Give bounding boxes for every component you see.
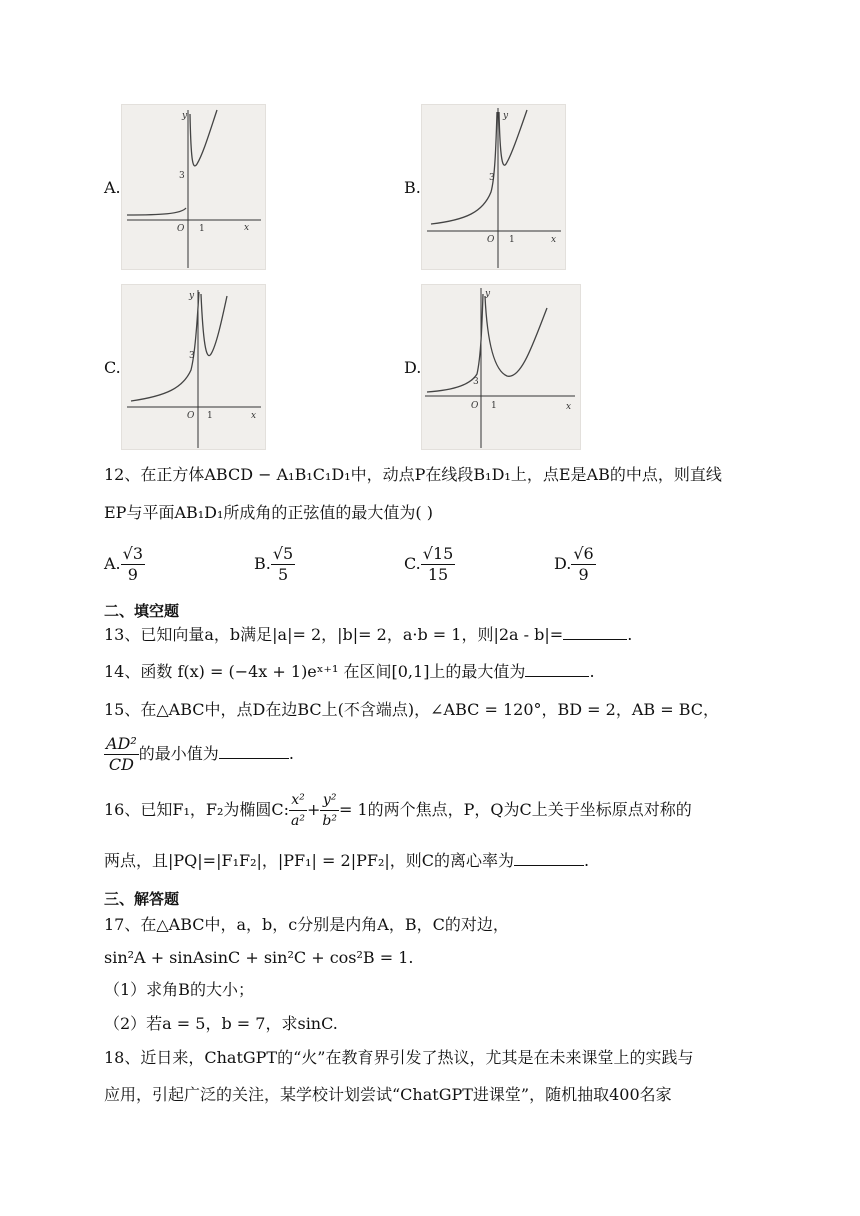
- option-a-graph: [121, 104, 266, 270]
- option-c-label: C.: [104, 358, 121, 377]
- q18-line1: 18、近日来，ChatGPT的“火”在教育界引发了热议，尤其是在未来课堂上的实践与: [104, 1048, 694, 1067]
- q17-line1: 17、在△ABC中，a，b，c分别是内角A，B，C的对边，: [104, 915, 509, 934]
- option-b-one: 1: [509, 235, 515, 245]
- q12-option-a: A. $\frac{√3}{9}$: [104, 544, 144, 584]
- q13-answer-blank[interactable]: [563, 623, 627, 640]
- option-d-label: D.: [404, 358, 422, 377]
- option-d-origin: O: [471, 401, 479, 411]
- option-a-label: A.: [104, 178, 121, 197]
- option-a-one: 1: [199, 224, 205, 234]
- q17-line2: sin²A + sinAsinC + sin²C + cos²B = 1.: [104, 948, 414, 967]
- option-b-three: 3: [489, 173, 495, 183]
- q16-line1: 16、已知F₁，F₂为椭圆C: $\frac{\text{x²}}{\text{a²}}$ + $\frac{\text{y²}}{\text{b²}}$ = 1的两个焦点，P，Q为C上关于坐标原点对称的: [104, 792, 692, 829]
- option-b-y-label: y: [503, 111, 509, 121]
- option-b-x-label: x: [551, 235, 557, 245]
- option-b-label: B.: [404, 178, 421, 197]
- q16-line2: 两点，且|PQ|=|F₁F₂|，|PF₁| = 2|PF₂|，则C的离心率为 .: [104, 851, 590, 870]
- option-d-x-label: x: [566, 402, 572, 412]
- option-d-graph: [421, 284, 581, 450]
- q17-part1: （1）求角B的大小；: [104, 980, 254, 999]
- q15-line2: $\frac{\text{AD²}}{CD}$ 的最小值为 .: [106, 734, 294, 774]
- q16-answer-blank[interactable]: [514, 849, 584, 866]
- option-c-y-label: y: [189, 291, 195, 301]
- q12-option-c: C. $\frac{√15}{15}$: [404, 544, 454, 584]
- option-d-three: 3: [473, 377, 479, 387]
- option-a-three: 3: [179, 171, 185, 181]
- q13: 13、已知向量a，b满足|a|= 2，|b|= 2，a·b = 1，则|2a - b|= .: [104, 625, 633, 644]
- option-a-x-label: x: [244, 223, 250, 233]
- q18-line2: 应用，引起广泛的关注，某学校计划尝试“ChatGPT进课堂”，随机抽取400名家: [104, 1085, 672, 1104]
- section-solutions-heading: 三、解答题: [104, 890, 180, 908]
- option-a-origin: O: [177, 224, 185, 234]
- option-a-y-label: y: [182, 111, 188, 121]
- q15-line1: 15、在△ABC中，点D在边BC上(不含端点)，∠ABC = 120°，BD = 2，AB = BC，: [104, 700, 720, 719]
- option-c-x-label: x: [251, 411, 257, 421]
- q14-answer-blank[interactable]: [525, 660, 589, 677]
- option-c-graph: [121, 284, 266, 450]
- option-d-y-label: y: [485, 289, 491, 299]
- option-c-three: 3: [189, 351, 195, 361]
- option-b-graph: [421, 104, 566, 270]
- q12-line2: EP与平面AB₁D₁所成角的正弦值的最大值为( ): [104, 503, 433, 522]
- option-b-origin: O: [487, 235, 495, 245]
- q12-option-d: D. $\frac{√6}{9}$: [554, 544, 594, 584]
- section-fill-in-heading: 二、填空题: [104, 602, 180, 620]
- option-c-one: 1: [207, 411, 213, 421]
- q15-answer-blank[interactable]: [219, 742, 289, 759]
- q12-option-b: B. $\frac{√5}{5}$: [254, 544, 294, 584]
- option-d-one: 1: [491, 401, 497, 411]
- option-c-origin: O: [187, 411, 195, 421]
- q17-part2: （2）若a = 5，b = 7，求sinC.: [104, 1014, 338, 1033]
- q14: 14、函数 f(x) = (−4x + 1)eˣ⁺¹ 在区间[0,1]上的最大值为 .: [104, 662, 595, 681]
- q12-line1: 12、在正方体ABCD − A₁B₁C₁D₁中，动点P在线段B₁D₁上，点E是AB的中点，则直线: [104, 465, 722, 484]
